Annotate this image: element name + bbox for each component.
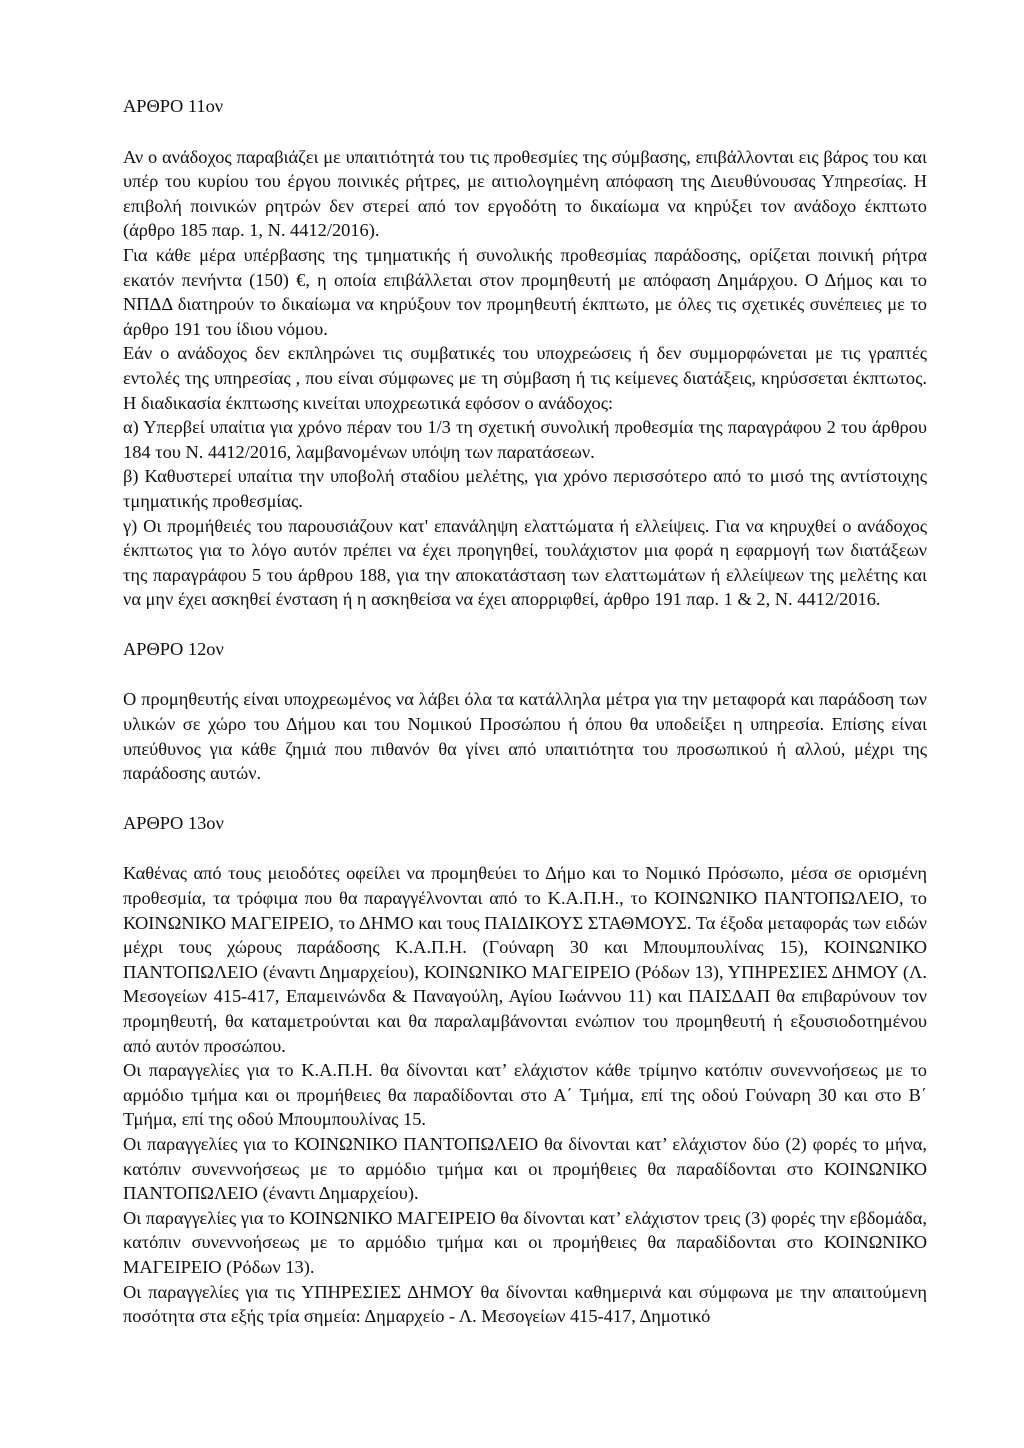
article-11-paragraph-3: Εάν ο ανάδοχος δεν εκπληρώνει τις συμβατικές του υποχρεώσεις ή δεν συμμορφώνεται με τις γραπτές εντολές της υπηρεσίας , που είναι σύμφωνες με τη σύμβαση ή τις κείμενες διατάξεις, κηρύσσεται έκπτωτος. Η διαδικασία έκπτωσης κινείται υποχρεωτικά εφόσον ο ανάδοχος: <box>123 343 927 413</box>
article-11-paragraph-1: Αν ο ανάδοχος παραβιάζει με υπαιτιότητά του τις προθεσμίες της σύμβασης, επιβάλλονται εις βάρος του και υπέρ του κυρίου του έργου ποινικές ρήτρες, με αιτιολογημένη απόφαση της Διευθύνουσας Υπηρεσίας. Η επιβολή ποινικών ρητρών δεν στερεί από τον εργοδότη το δικαίωμα να κηρύξει τον ανάδοχο έκπτωτο (άρθρο 185 παρ. 1, Ν. 4412/2016). <box>123 146 927 241</box>
article-13-heading: ΑΡΘΡΟ 13ον <box>123 812 224 833</box>
article-11-paragraph-2: Για κάθε μέρα υπέρβασης της τμηματικής ή συνολικής προθεσμίας παράδοσης, ορίζεται ποινική ρήτρα εκατόν πενήντα (150) €, η οποία επιβάλλεται στον προμηθευτή με απόφαση Δημάρχου. Ο Δήμος και το ΝΠΔΔ διατηρούν το δικαίωμα να κηρύξουν τον προμηθευτή έκπτωτο, με όλες τις σχετικές συνέπειες με το άρθρο 191 του ίδιου νόμου. <box>123 244 927 339</box>
article-11-heading: ΑΡΘΡΟ 11ον <box>123 96 224 116</box>
article-13-paragraph-1: Καθένας από τους μειοδότες οφείλει να προμηθεύει το Δήμο και το Νομικό Πρόσωπο, μέσα σε ορισμένη προθεσμία, τα τρόφιμα που θα παραγγέλνονται από το Κ.Α.Π.Η., το ΚΟΙΝΩΝΙΚΟ ΠΑΝΤΟΠΩΛΕΙΟ, το ΚΟΙΝΩΝΙΚΟ ΜΑΓΕΙΡΕΙΟ, το ΔΗΜΟ και τους ΠΑΙΔΙΚΟΥΣ ΣΤΑΘΜΟΥΣ. Τα έξοδα μεταφοράς των ειδών μέχρι τους χώρους παράδοσης Κ.Α.Π.Η. (Γούναρη 30 και Μπουμπουλίνας 15), ΚΟΙΝΩΝΙΚΟ ΠΑΝΤΟΠΩΛΕΙΟ (έναντι Δημαρχείου), ΚΟΙΝΩΝΙΚΟ ΜΑΓΕΙΡΕΙΟ (Ρόδων 13), ΥΠΗΡΕΣΙΕΣ ΔΗΜΟΥ (Λ. Μεσογείων 415-417, Επαμεινώνδα & Παναγούλη, Αγίου Ιωάννου 11) και ΠΑΙΣΔΑΠ θα επιβαρύνουν τον προμηθευτή, θα καταμετρούνται και θα παραλαμβάνονται ενώπιον του προμηθευτή ή εξουσιοδοτημένου από αυτόν προσώπου. <box>123 863 927 1056</box>
document-page <box>123 94 927 1329</box>
article-11-item-b: β) Καθυστερεί υπαίτια την υποβολή σταδίου μελέτης, για χρόνο περισσότερο από το μισό της αντίστοιχης τμηματικής προθεσμίας. <box>123 466 927 511</box>
article-12-heading: ΑΡΘΡΟ 12ον <box>123 638 224 659</box>
article-12-section <box>123 637 927 786</box>
article-12-paragraph-1: Ο προμηθευτής είναι υποχρεωμένος να λάβει όλα τα κατάλληλα μέτρα για την μεταφορά και παράδοση των υλικών σε χώρο του Δήμου και του Νομικού Προσώπου ή όπου θα υποδείξει η υπηρεσία. Επίσης είναι υπεύθυνος για κάθε ζημιά που πιθανόν θα γίνει από υπαιτιότητα του προσωπικού ή αλλού, μέχρι της παράδοσης αυτών. <box>123 689 927 784</box>
article-13-paragraph-3: Οι παραγγελίες για το ΚΟΙΝΩΝΙΚΟ ΠΑΝΤΟΠΩΛΕΙΟ θα δίνονται κατ’ ελάχιστον δύο (2) φορές το μήνα, κατόπιν συνεννοήσεως με το αρμόδιο τμήμα και οι προμήθειες θα παραδίδονται στο ΚΟΙΝΩΝΙΚΟ ΠΑΝΤΟΠΩΛΕΙΟ (έναντι Δημαρχείου). <box>123 1133 927 1204</box>
article-13-paragraph-4: Οι παραγγελίες για το ΚΟΙΝΩΝΙΚΟ ΜΑΓΕΙΡΕΙΟ θα δίνονται κατ’ ελάχιστον τρεις (3) φορές την εβδομάδα, κατόπιν συνεννοήσεως με το αρμόδιο τμήμα και οι προμήθειες θα παραδίδονται στο ΚΟΙΝΩΝΙΚΟ ΜΑΓΕΙΡΕΙΟ (Ρόδων 13). <box>123 1207 927 1277</box>
article-11-section <box>123 94 927 612</box>
article-11-item-a: α) Υπερβεί υπαίτια για χρόνο πέραν του 1/3 τη σχετική συνολική προθεσμία της παραγράφου 2 του άρθρου 184 του Ν. 4412/2016, λαμβανομένων υπόψη των παρατάσεων. <box>123 417 927 462</box>
article-11-item-c: γ) Οι προμήθειές του παρουσιάζουν κατ' επανάληψη ελαττώματα ή ελλείψεις. Για να κηρυχθεί ο ανάδοχος έκπτωτος για το λόγο αυτόν πρέπει να έχει προηγηθεί, τουλάχιστον μια φορά η εφαρμογή των διατάξεων της παραγράφου 5 του άρθρου 188, για την αποκατάσταση των ελαττωμάτων ή ελλείψεων της μελέτης και να μην έχει ασκηθεί ένσταση ή η ασκηθείσα να έχει απορριφθεί, άρθρο 191 παρ. 1 & 2, Ν. 4412/2016. <box>123 515 927 610</box>
article-13-section <box>123 811 927 1329</box>
article-13-paragraph-5: Οι παραγγελίες για τις ΥΠΗΡΕΣΙΕΣ ΔΗΜΟΥ θα δίνονται καθημερινά και σύμφωνα με την απαιτούμενη ποσότητα στα εξής τρία σημεία: Δημαρχείο - Λ. Μεσογείων 415-417, Δημοτικό <box>123 1281 927 1327</box>
article-13-paragraph-2: Οι παραγγελίες για το Κ.Α.Π.Η. θα δίνονται κατ’ ελάχιστον κάθε τρίμηνο κατόπιν συνεννοήσεως με το αρμόδιο τμήμα και οι προμήθειες θα παραδίδονται στο Α΄ Τμήμα, επί της οδού Γούναρη 30 και στο Β΄ Τμήμα, επί της οδού Μπουμπουλίνας 15. <box>123 1060 927 1130</box>
